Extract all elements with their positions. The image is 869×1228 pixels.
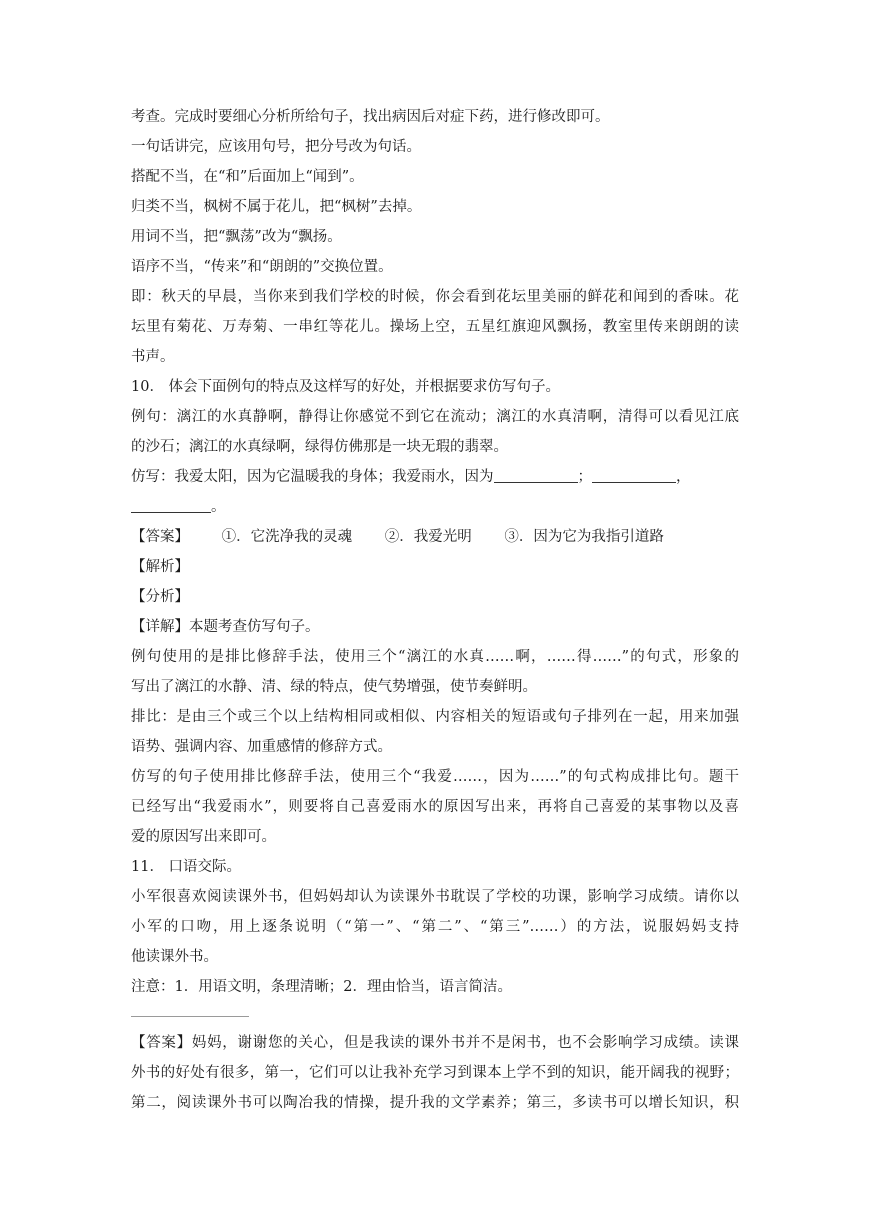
imitation-prompt-cont — [131, 492, 739, 522]
question-11-title: 11． 口语交际。 — [131, 859, 242, 875]
text-line: 即：秋天的早晨，当你来到我们学校的时候，你会看到花坛里美丽的鲜花和闻到的香味。花 — [131, 289, 739, 305]
answer-text: 第二，阅读课外书可以陶冶我的情操，提升我的文学素养；第三，多读书可以增长知识，积 — [131, 1095, 739, 1111]
answer-item-1: ①．它洗净我的灵魂 — [221, 529, 353, 545]
answer-item-2: ②．我爱光明 — [384, 529, 472, 545]
answer-blank-1 — [494, 465, 578, 483]
answer-text: 外书的好处有很多，第一，它们可以让我补充学习到课本上学不到的知识，能开阔我的视野； — [131, 1065, 739, 1081]
text-line: 语序不当，“传来”和“朗朗的”交换位置。 — [131, 259, 393, 275]
text-line: 搭配不当，在“和”后面加上“闻到”。 — [131, 169, 364, 185]
imitation-prompt — [131, 462, 739, 492]
answer-line — [131, 522, 739, 552]
example-sentence: 的沙石；漓江的水真绿啊，绿得仿佛那是一块无瑕的翡翠。 — [131, 439, 508, 455]
text-line: 爱的原因写出来即可。 — [131, 829, 276, 845]
fenxi-label: 【分析】 — [131, 589, 189, 605]
answer-item-3: ③．因为它为我指引道路 — [504, 529, 664, 545]
text-line: 已经写出“我爱雨水”，则要将自己喜爱雨水的原因写出来，再将自己喜爱的某事物以及喜 — [131, 799, 739, 815]
text-line: 仿写的句子使用排比修辞手法，使用三个“我爱……，因为……”的句式构成排比句。题干 — [131, 769, 739, 785]
text-line: 注意：1．用语文明，条理清晰；2．理由恰当，语言简洁。 — [131, 979, 512, 995]
text-line: 小军很喜欢阅读课外书，但妈妈却认为读课外书耽误了学校的功课，影响学习成绩。请你以 — [131, 889, 739, 905]
text-line: 他读课外书。 — [131, 949, 218, 965]
answer-text: 【答案】妈妈，谢谢您的关心，但是我读的课外书并不是闲书，也不会影响学习成绩。读课 — [131, 1035, 739, 1051]
text-line: 坛里有菊花、万寿菊、一串红等花儿。操场上空，五星红旗迎风飘扬，教室里传来朗朗的读 — [131, 319, 739, 335]
answer-blank-2 — [592, 465, 676, 483]
example-sentence: 例句：漓江的水真静啊，静得让你感觉不到它在流动；漓江的水真清啊，清得可以看见江底 — [131, 409, 739, 425]
answer-label: 【答案】 — [131, 529, 189, 545]
detail-line: 【详解】本题考查仿写句子。 — [131, 619, 320, 635]
text-line: 语势、强调内容、加重感情的修辞方式。 — [131, 739, 392, 755]
text-line: 书声。 — [131, 349, 175, 365]
separator: ， — [676, 469, 691, 485]
imitation-prefix: 仿写：我爱太阳，因为它温暖我的身体；我爱雨水，因为 — [131, 469, 494, 485]
document-body — [131, 102, 739, 1118]
sentence-end: 。 — [211, 499, 226, 515]
text-line: 一句话讲完，应该用句号，把分号改为句话。 — [131, 139, 421, 155]
text-line: 例句使用的是排比修辞手法，使用三个“漓江的水真……啊，……得……”的句式，形象的 — [131, 649, 739, 665]
text-line: 排比：是由三个或三个以上结构相同或相似、内容相关的短语或句子排列在一起，用来加强 — [131, 709, 739, 725]
jiexi-label: 【解析】 — [131, 559, 189, 575]
text-line: 归类不当，枫树不属于花儿，把“枫树”去掉。 — [131, 199, 422, 215]
question-10-title: 10． 体会下面例句的特点及这样写的好处，并根据要求仿写句子。 — [131, 379, 561, 395]
text-line: 小军的口吻，用上逐条说明（“第一”、“第二”、“第三”……）的方法，说服妈妈支持 — [131, 919, 739, 935]
separator: ； — [577, 469, 592, 485]
text-line: 用词不当，把“飘荡”改为“飘扬。 — [131, 229, 342, 245]
divider — [131, 1016, 249, 1017]
text-line: 考查。完成时要细心分析所给句子，找出病因后对症下药，进行修改即可。 — [131, 109, 610, 125]
answer-blank-3 — [131, 495, 211, 513]
text-line: 写出了漓江的水静、清、绿的特点，使气势增强，使节奏鲜明。 — [131, 679, 537, 695]
